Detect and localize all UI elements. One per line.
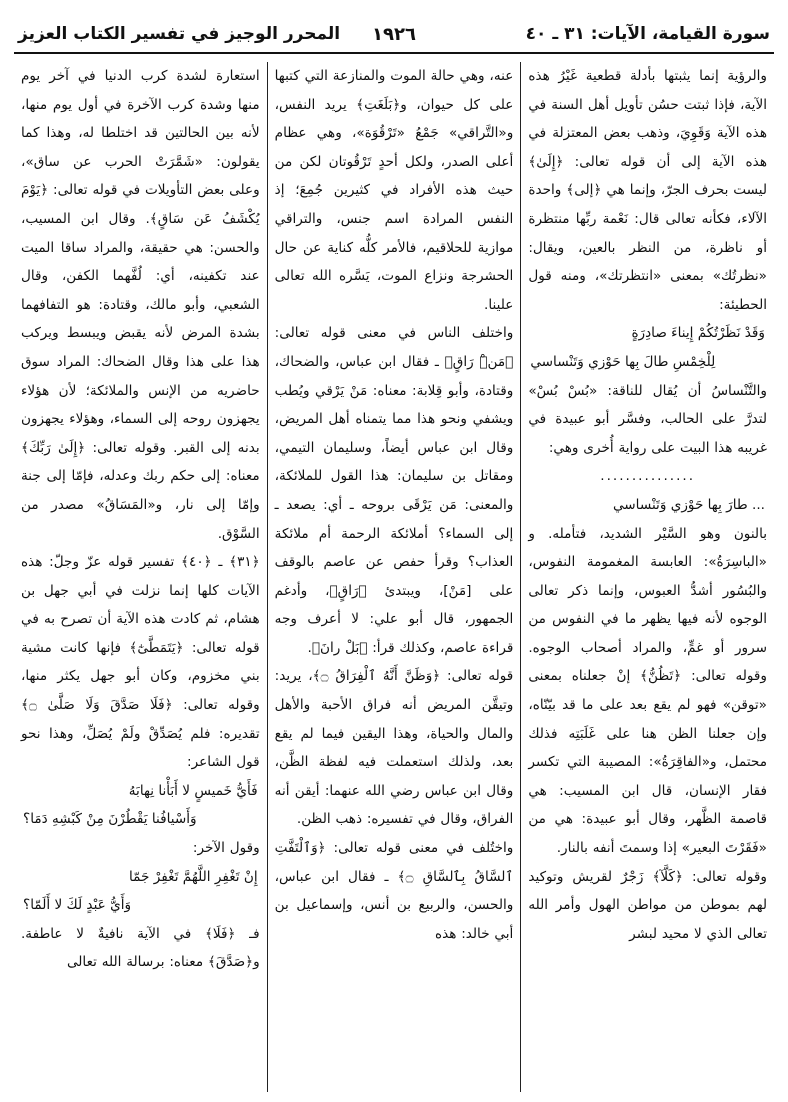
paragraph: ﴿٣١﴾ ـ ﴿٤٠﴾ تفسير قوله عزّ وجلّ: هذه الآيات كلها إنما نزلت في أبي جهل بن هشام، ثم كادت هذه الآية أن تصرح به في قوله تعالى: ﴿يَتَمَطَّىٰٓ﴾ فإنها كانت مشية بني مخزوم، وكان أبو جهل يكثر منها، وقوله تعالى: ﴿فَلَا صَدَّقَ وَلَا صَلَّىٰ ۝﴾ تقديره: فلم يُصَدِّقْ ولَمْ يُصَلِّ، وهذا نحو قول الشاعر: xyxy=(20,554,260,771)
poem-verse xyxy=(21,777,260,834)
poem-hemistich: ... طارَ بِها حَوْزي وَتَنْساسي xyxy=(612,496,765,513)
poem-hemistich: وَأَيُّ عَبْدٍ لَكَ لا أَلَمّا؟ xyxy=(22,897,132,914)
paragraph: وقوله تعالى: ﴿كَلَّآ﴾ زَجْرٌ لقريش وتوكيد لهم بموطن من مواطن الهول وأمر الله تعالى الذي لا محيد لبشر xyxy=(528,868,767,942)
paragraph: وقول الآخر: xyxy=(192,840,260,857)
poem-verse xyxy=(528,319,767,376)
poem-hemistich: فَأَيُّ خَميسٍ لا أَبَأْنا نِهابَهُ xyxy=(128,782,258,799)
surah-info: سورة القيامة، الآيات: ٣١ ـ ٤٠ xyxy=(525,24,770,44)
poem-hemistich: وَأَسْيافُنا يَقْطُرْنَ مِنْ كَبْشِهِ دَمَا؟ xyxy=(22,811,197,828)
paragraph: قوله تعالى: ﴿وَظَنَّ أَنَّهُ ٱلْفِرَاقُ ۝﴾، يريد: وتيقَّن المريض أنه فراق الأحبة والأهل والمال والحياة، وهذا اليقين فيما لم يقع بعد، ولذلك استعملت فيه لفظة الظَّن، وقال ابن عباس رضي الله عنهما: أيقن أنه الفراق، وقال في تفسيره: ذهب الظن. xyxy=(274,668,514,828)
ellipsis-divider: ............... xyxy=(600,468,696,485)
paragraph: بالنون وهو السَّيْر الشديد، فتأمله. و «الباسِرَةُ»: العابسة المغمومة النفوس، والبُسُور أشدُّ العبوس، وإنما ذكر تعالى الوجوه لأنه فيها يظهر ما في النفوس من سرور أو غمٍّ، والمراد أصحاب الوجوه. وقوله تعالى: ﴿تَظُنُّ﴾ إنْ جعلناه بمعنى «توقن» فهو لم يقع بعد على ما قد بيّنّاه، وإن جعلنا الظن هنا على غَلَبَتِه فذلك محتمل، و«الفاقِرَةُ»: المصيبة التي تكسر فقار الإنسان، قال ابن المسيب: هي قاصمة الظَّهر، وقال أبو عبيدة: هي من «فَقَرْتَ البعير» إذا وسمتَ أنفه بالنار. xyxy=(528,525,767,857)
paragraph: استعارة لشدة كرب الدنيا في آخر يوم منها وشدة كرب الآخرة في أول يوم منها، لأنه بين الحالتين قد اختلطا له، وهذا كما يقولون: «شَمَّرَتْ الحرب عن ساق»، وعلى بعض التأويلات في قوله تعالى: ﴿يَوْمَ يُكْشَفُ عَن سَاقٍ﴾. وقال ابن المسيب، والحسن: هي حقيقة، والمراد ساقا الميت عند تكفينه، أي: لُفَّهما الكفن، وقال الشعبي، وأبو مالك، وقتادة: هو التفافهما بشدة المرض لأنه يقبض ويبسط ويركب هذا على هذا وقال الضحاك: المراد سوق حاضريه من الإنس والملائكة؛ لأن هؤلاء يجهزون روحه إلى السماء، وهؤلاء يجهزون بدنه إلى القبر. وقوله تعالى: ﴿إِلَىٰ رَبِّكَ﴾ معناه: إلى حكم ربك وعدله، فإمّا إلى جنة وإمّا إلى نار، و«المَسَاقُ» مصدر من السَّوْق. xyxy=(20,68,260,542)
page-number: ١٩٢٦ xyxy=(372,24,416,45)
paragraph: والرؤية إنما يثبتها بأدلة قطعية غَيْرُ هذه الآية، فإذا ثبتت حسُن تأويل أهل السنة في هذه الآية وَقَوِيَ، وذهب بعض المعتزلة في هذه الآية إلى أن قوله تعالى: ﴿إِلَىٰ﴾ ليست بحرف الجرّ، وإنما هي ﴿إلى﴾ واحدة الآلاء، فكأنه تعالى قال: نَعْمة ربِّها منتظرة أو ناظرة، من النظر بالعين، ويقال: «نظرتُك» بمعنى «انتظرتك»، ومنه قول الحطيئة: xyxy=(528,68,767,313)
paragraph: فـ ﴿فَلَا﴾ في الآية نافيةٌ لا عاطفة. و﴿صَدَّقَ﴾ معناه: برسالة الله تعالى xyxy=(20,925,260,971)
column-right xyxy=(520,62,774,1092)
poem-verse xyxy=(528,491,767,520)
paragraph: عنه، وهي حالة الموت والمنازعة التي كتبها على كل حيوان، و﴿بَلَغَتِ﴾ يريد النفس، و«التَّراقي» جَمْعُ «تَرْقُوَة»، وهي عظام أعلى الصدر، ولكل أحدٍ تَرْقُوتان لكن من حيث هذه الأفراد في كثيرين جُمِعَ؛ إذ النفس المرادة اسم جنس، والتراقي موازية للحلاقيم، فالأمر كلُّه كناية عن حال الحشرجة ونزاع الموت، يَسَّره الله تعالى علينا. xyxy=(274,68,514,313)
column-middle xyxy=(267,62,521,1092)
text-columns xyxy=(14,62,774,1092)
paragraph: والتَّنْساسُ أن يُقال للناقة: «بُسْ بُسْ» لتدرَّ على الحالب، وفسَّر أبو عبيدة في غريبه هذا البيت على رواية أُخرى وهي: xyxy=(528,382,767,456)
paragraph: واختلف الناس في معنى قوله تعالى: ﴿مَنْۜ رَاقٍ﴾ ـ فقال ابن عباس، والضحاك، وقتادة، وأبو قِلابة: معناه: مَنْ يَرْقي ويُطب ويشفي ونحو هذا مما يتمناه أهل المريض، وقال ابن عباس أيضاً، وسليمان التيمي، ومقاتل بن سليمان: هذا القول للملائكة، والمعنى: مَن يَرْقَى بروحه ـ أي: يصعد ـ إلى السماء؟ أملائكة الرحمة أم ملائكة العذاب؟ وقرأ حفص عن عاصم بالوقف على [مَنْ]، ويبتدئ ﴿رَاقٍ﴾، وأدغم الجمهور، قال أبو علي: لا أعرف وجه قراءة عاصم، وكذلك قرأ: ﴿بَلْ رانَ﴾. xyxy=(274,325,514,656)
page-header xyxy=(14,14,774,54)
paragraph: واختُلف في معنى قوله تعالى: ﴿وَٱلْتَفَّتِ ٱلسَّاقُ بِٱلسَّاقِ ۝﴾ ـ فقال ابن عباس، والحسن، والربيع بن أنس، وإسماعيل بن أبي خالد: هذه xyxy=(274,840,514,942)
poem-hemistich: لِلْخِمْسِ طالَ بِها حَوْزي وَتَنْساسي xyxy=(530,353,716,370)
book-title: المحرر الوجيز في تفسير الكتاب العزيز xyxy=(18,24,341,44)
poem-hemistich: وَقَدْ نَظَرْتُكُمْ إِيناءَ صادِرَةٍ xyxy=(631,325,765,342)
column-left xyxy=(14,62,267,1092)
poem-hemistich: إِنْ تَغْفِرِ اللَّهُمَّ تَغْفِرْ جَمّا xyxy=(129,868,258,885)
poem-verse xyxy=(21,863,260,920)
